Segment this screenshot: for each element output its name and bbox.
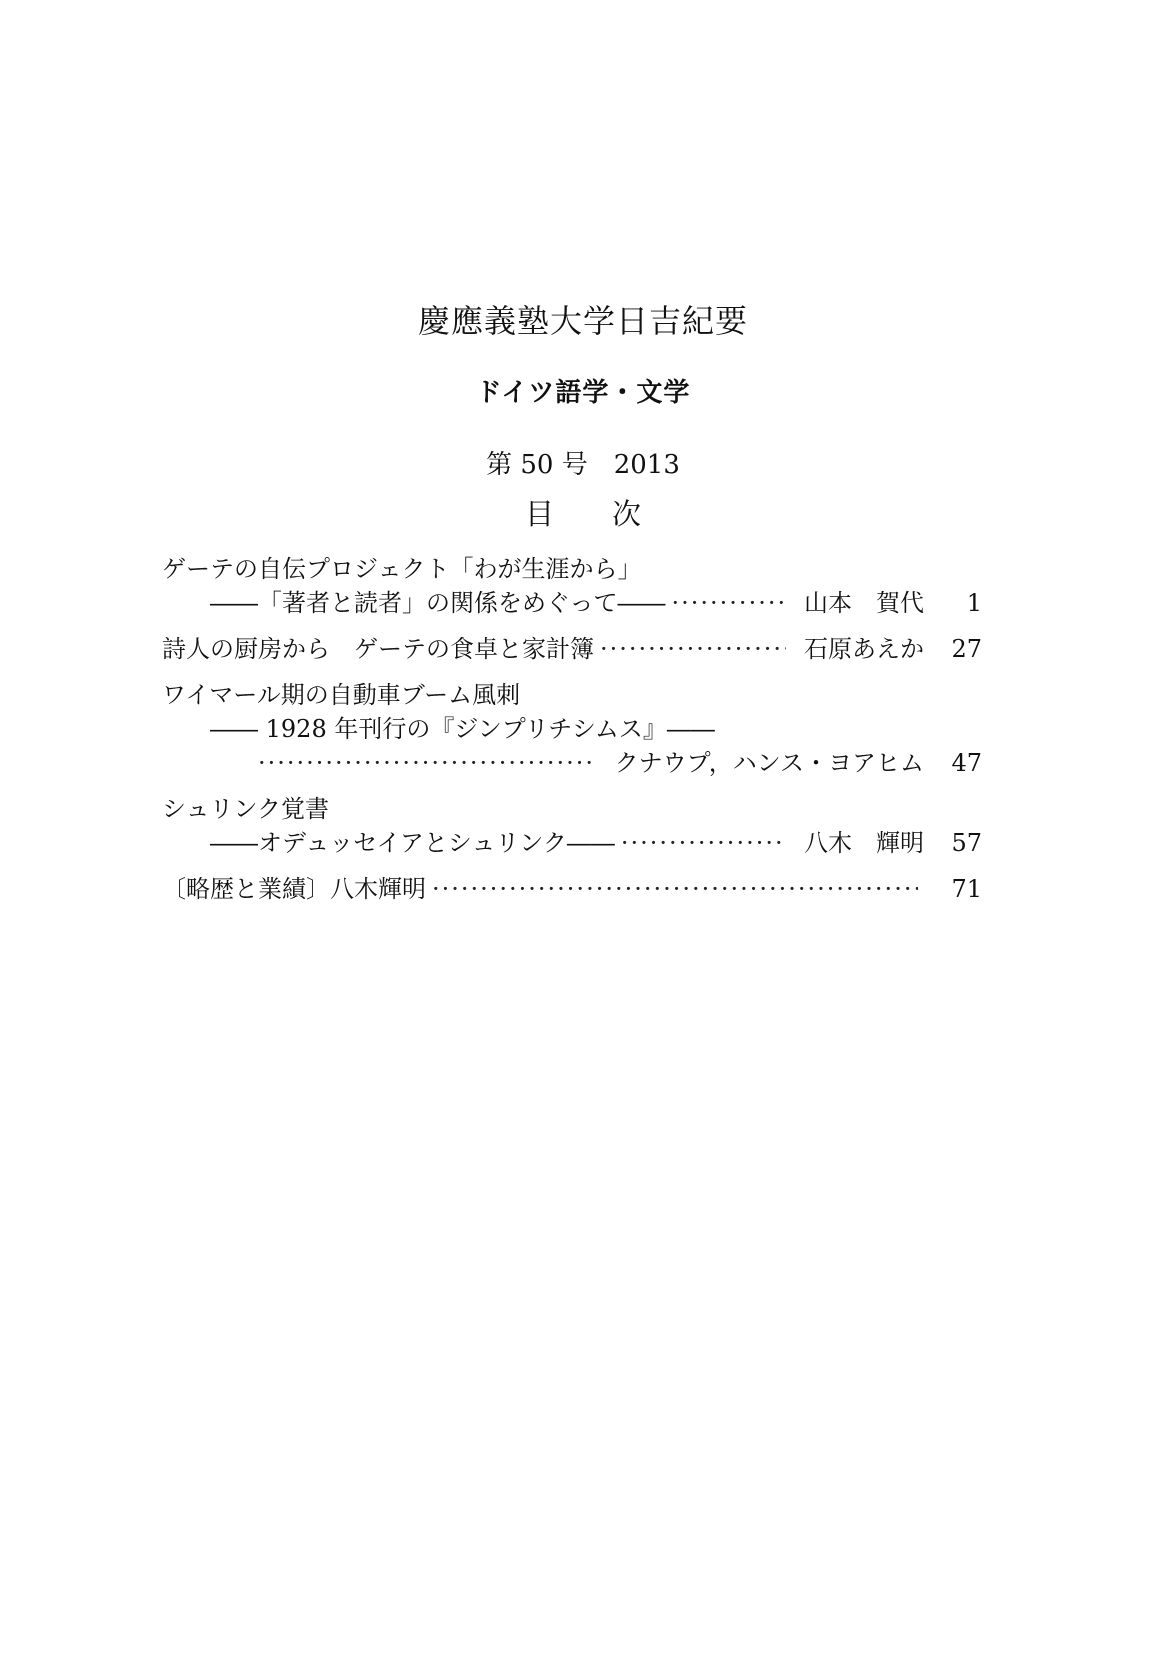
leader-dots <box>672 586 786 620</box>
toc-entry-1-subtitle-row[interactable] <box>210 586 982 620</box>
contents-heading-char-1: 目 <box>524 497 554 531</box>
leader-dots <box>432 872 918 906</box>
leader-dots <box>621 826 786 860</box>
toc-entry-author: クナウプ，ハンス・ヨアヒム <box>614 749 924 777</box>
toc-entry-author: 石原あえか <box>804 635 924 663</box>
contents-heading <box>0 492 1166 533</box>
toc-entry-4-title[interactable] <box>162 792 982 826</box>
toc-entry-title: 〔略歴と業績〕八木輝明 <box>162 875 426 903</box>
toc-entry-title: ワイマール期の自動車ブーム風刺 <box>162 681 521 709</box>
toc-entry-3-title[interactable] <box>162 678 982 712</box>
leader-dots <box>258 746 597 780</box>
toc-entry-subtitle: ―― 1928 年刊行の『ジンプリチシムス』―― <box>210 715 715 743</box>
journal-subtitle: ドイツ語学・文学 <box>475 378 691 408</box>
toc-entry-page: 71 <box>951 875 982 903</box>
issue-number: 第 50 号 2013 <box>486 450 680 480</box>
toc-entry-subtitle: ――「著者と読者」の関係をめぐって―― <box>210 589 666 617</box>
contents-heading-char-2: 次 <box>612 497 642 531</box>
toc-entry-2-row[interactable] <box>162 632 982 666</box>
toc-entry-subtitle: ――オデュッセイアとシュリンク―― <box>210 829 615 857</box>
toc-entry-author: 山本 賀代 <box>804 589 924 617</box>
toc-entry-3-author-row[interactable] <box>258 746 982 780</box>
toc-entry-title: シュリンク覚書 <box>162 795 330 823</box>
toc-entry-page: 1 <box>966 589 982 617</box>
toc-entry-title: 詩人の厨房から ゲーテの食卓と家計簿 <box>162 635 594 663</box>
toc-entry-5-row[interactable] <box>162 872 982 906</box>
toc-entry-1-title[interactable] <box>162 552 982 586</box>
toc-entry-author: 八木 輝明 <box>804 829 924 857</box>
journal-title: 慶應義塾大学日吉紀要 <box>417 302 748 340</box>
toc-entry-page: 47 <box>951 749 982 777</box>
toc-entry-page: 27 <box>951 635 982 663</box>
toc-entry-4-subtitle-row[interactable] <box>210 826 982 860</box>
toc-entry-title: ゲーテの自伝プロジェクト「わが生涯から」 <box>162 555 642 583</box>
toc-entry-page: 57 <box>951 829 982 857</box>
leader-dots <box>600 632 786 666</box>
toc-entry-3-subtitle[interactable] <box>210 712 982 746</box>
